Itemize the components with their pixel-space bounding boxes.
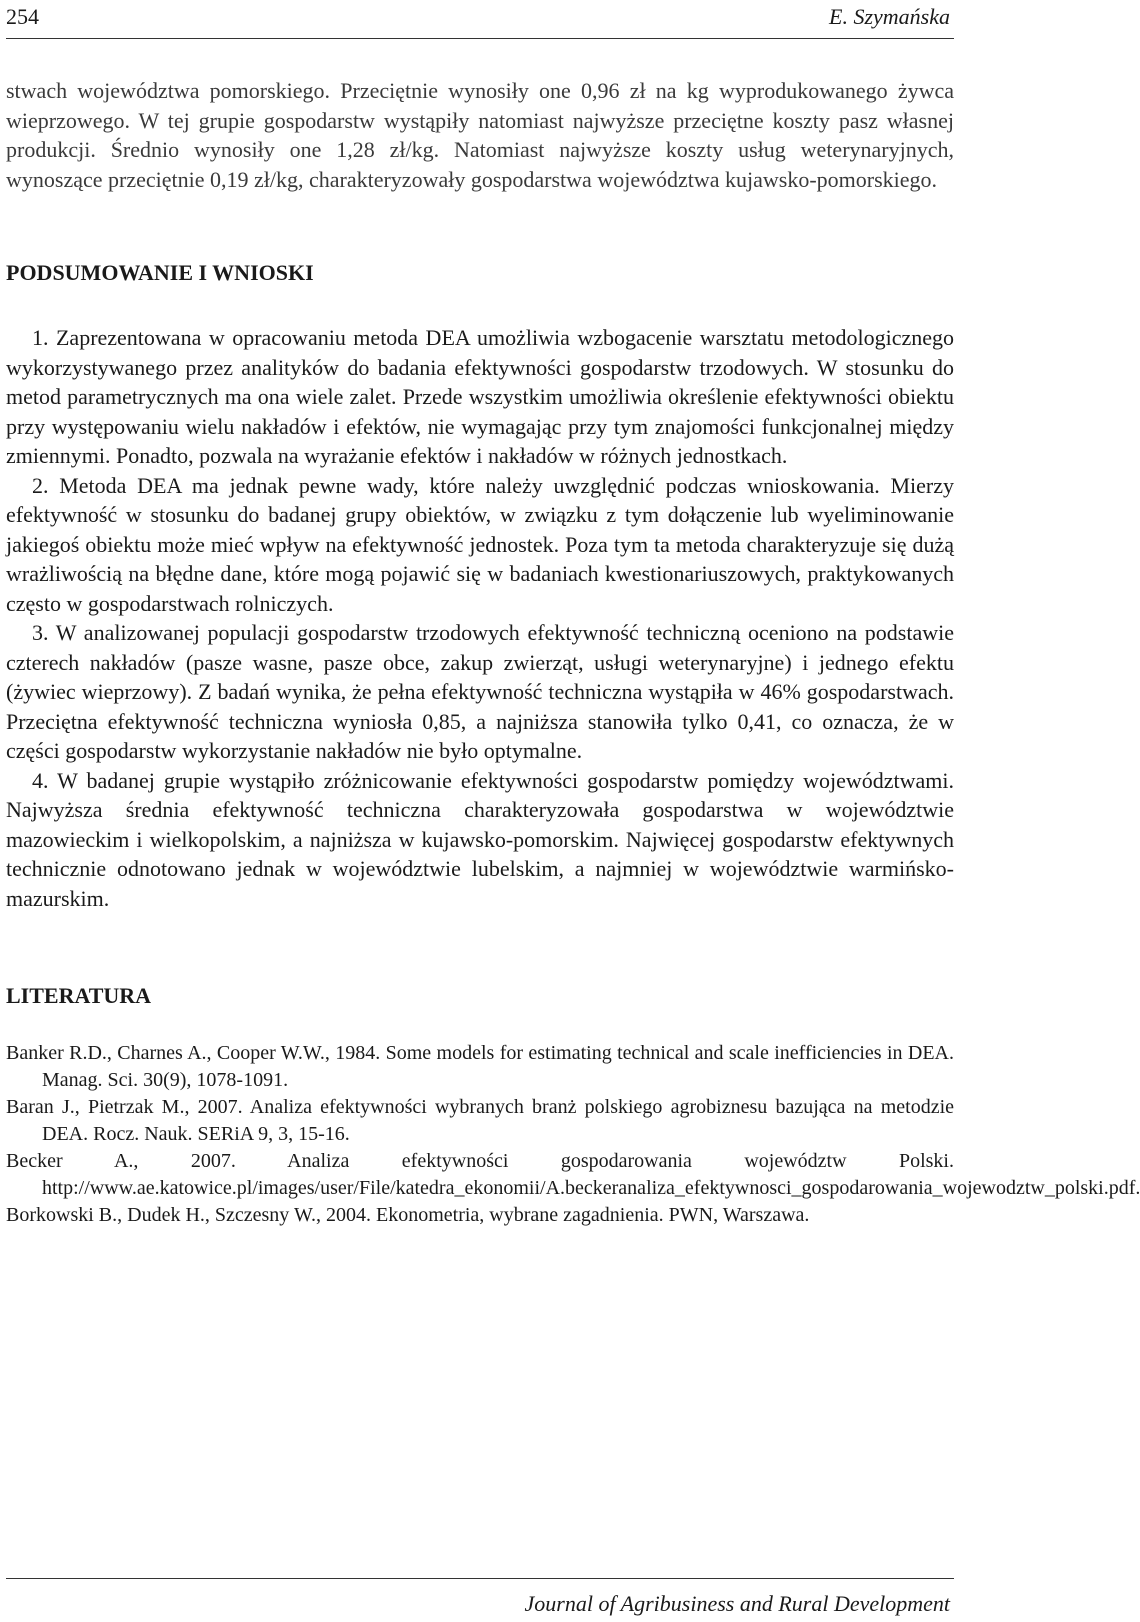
reference-item: Borkowski B., Dudek H., Szczesny W., 2004. Ekonometria, wybrane zagadnienia. PWN, Warszawa. — [6, 1204, 810, 1226]
conclusions-heading: PODSUMOWANIE I WNIOSKI — [6, 260, 314, 285]
reference-list — [6, 1040, 1140, 1229]
conclusion-paragraph-1: 1. Zaprezentowana w opracowaniu metoda DEA umożliwia wzbogacenie warsztatu metodologicznego wykorzystywanego przez analityków do badania efektywności gospodarstw trzodowych. W stosunku do metod parametrycznych ma ona wiele zalet. Przede wszystkim umożliwia określenie efektywności obiektu przy występowaniu wielu nakładów i efektów, nie wymagając przy tym znajomości funkcjonalnej między zmiennymi. Ponadto, pozwala na wyrażanie efektów i nakładów w różnych jednostkach. — [6, 325, 954, 468]
literature-heading: LITERATURA — [6, 983, 152, 1008]
conclusion-paragraph-2: 2. Metoda DEA ma jednak pewne wady, które należy uwzględnić podczas wnioskowania. Mierzy efektywność w stosunku do badanej grupy obiektów, w związku z tym dołączenie lub wyeliminowanie jakiegoś obiektu może mieć wpływ na efektywność jednostek. Poza tym ta metoda charakteryzuje się dużą wrażliwością na błędne dane, które mogą pojawić się w badaniach kwestionariuszowych, praktykowanych często w gospodarstwach rolniczych. — [6, 472, 954, 616]
running-head-author: E. Szymańska — [829, 4, 950, 29]
reference-item: Baran J., Pietrzak M., 2007. Analiza efektywności wybranych branż polskiego agrobiznesu bazująca na metodzie DEA. Rocz. Nauk. SERiA 9, 3, 15-16. — [6, 1096, 954, 1145]
conclusion-paragraph-4: 4. W badanej grupie wystąpiło zróżnicowanie efektywności gospodarstw pomiędzy województwami. Najwyższa średnia efektywność techniczna charakteryzowała gospodarstwa w województwie mazowieckim i wielkopolskim, a najniższa w kujawsko-pomorskim. Najwięcej gospodarstw efektywnych technicznie odnotowano jednak w województwie lubelskim, a najmniej w województwie warmińsko-mazurskim. — [6, 767, 954, 911]
page-number: 254 — [6, 4, 39, 29]
page-body — [6, 76, 1140, 1229]
conclusion-paragraph-3: 3. W analizowanej populacji gospodarstw trzodowych efektywność techniczną oceniono na podstawie czterech nakładów (pasze wasne, pasze obce, zakup zwierząt, usługi weterynaryjne) i jednego efektu (żywiec wieprzowy). Z badań wynika, że pełna efektywność techniczna wystąpiła w 46% gospodarstwach. Przeciętna efektywność techniczna wyniosła 0,85, a najniższa stanowiła tylko 0,41, co oznacza, że w części gospodarstw wykorzystanie nakładów nie było optymalne. — [6, 620, 954, 763]
reference-item: Banker R.D., Charnes A., Cooper W.W., 1984. Some models for estimating technical and scale inefficiencies in DEA. Manag. Sci. 30(9), 1078-1091. — [6, 1042, 954, 1091]
page-header — [6, 0, 954, 39]
reference-item: Becker A., 2007. Analiza efektywności gospodarowania województw Polski. http://www.ae.katowice.pl/images/user/File/katedra_ekonomii/A.beckeranaliza_efektywnosci_gospodarowania_wojewodztw_polski.pdf. — [6, 1150, 1140, 1199]
intro-paragraph: stwach województwa pomorskiego. Przeciętnie wynosiły one 0,96 zł na kg wyprodukowanego żywca wieprzowego. W tej grupie gospodarstw wystąpiły natomiast najwyższe przeciętne koszty pasz własnej produkcji. Średnio wynosiły one 1,28 zł/kg. Natomiast najwyższe koszty usług weterynaryjnych, wynoszące przeciętnie 0,19 zł/kg, charakteryzowały gospodarstwa województwa kujawsko-pomorskiego. — [6, 78, 954, 192]
page-footer — [6, 1578, 954, 1616]
journal-name: Journal of Agribusiness and Rural Development — [524, 1591, 950, 1616]
